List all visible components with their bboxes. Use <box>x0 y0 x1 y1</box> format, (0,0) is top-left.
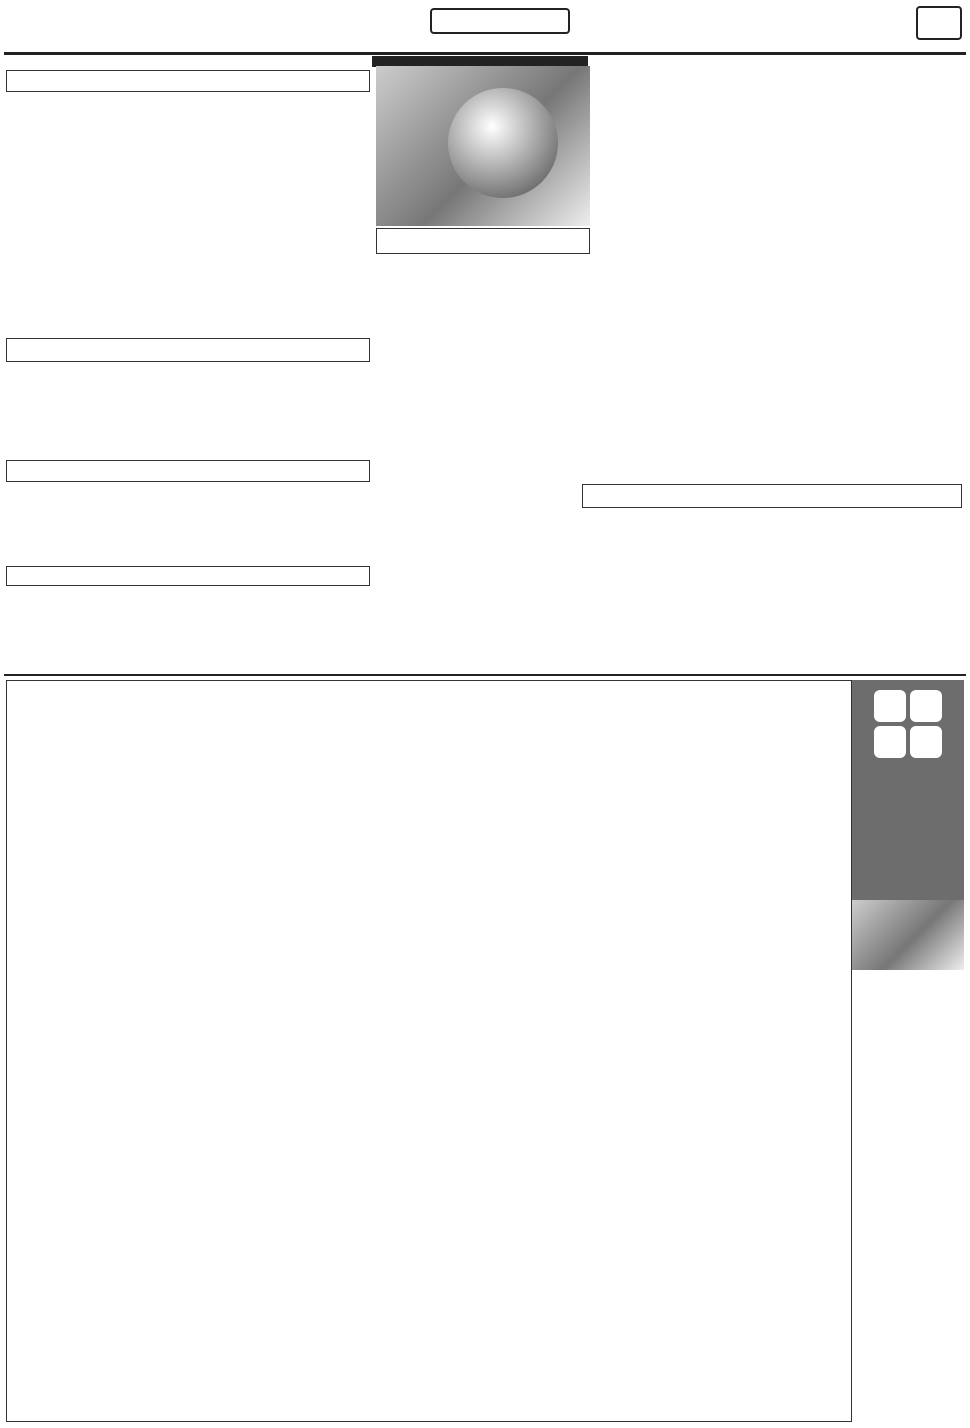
law-title <box>6 70 370 92</box>
section-rule <box>4 674 966 676</box>
header-rule <box>4 52 966 55</box>
law-col2 <box>128 96 246 316</box>
students-title <box>6 460 370 482</box>
iran-us-title <box>376 228 590 254</box>
gor-col1 <box>190 590 370 670</box>
badge-letter-1 <box>874 690 906 722</box>
page-number <box>916 6 962 40</box>
side-clue-list <box>852 974 964 1422</box>
corona-col2 <box>722 120 844 480</box>
corona-col1 <box>850 120 962 480</box>
kayhan-title <box>6 338 370 362</box>
badge-letter-3 <box>874 726 906 758</box>
law-col1 <box>250 96 370 316</box>
gor-title <box>6 566 370 586</box>
perfume-col2 <box>712 512 834 672</box>
crossword-grid <box>6 680 852 1422</box>
badge-letter-4 <box>910 726 942 758</box>
globe-icon <box>448 88 558 198</box>
globe-newspaper-photo <box>376 66 590 226</box>
header-urls[interactable] <box>578 24 908 40</box>
pen-photo <box>852 900 964 970</box>
corona-col3 <box>582 120 716 480</box>
perfume-col3 <box>582 512 706 672</box>
khabar-logo <box>4 2 114 52</box>
gor-col2 <box>6 590 186 670</box>
perfume-title <box>582 484 962 508</box>
crossword-badge-icon <box>874 690 944 760</box>
corona-title <box>582 72 962 118</box>
perfume-col1 <box>840 512 962 672</box>
kayhan-col1 <box>190 366 370 456</box>
section-title <box>430 8 570 34</box>
students-body <box>6 486 370 562</box>
kayhan-kicker <box>6 322 370 336</box>
law-col3 <box>6 96 124 316</box>
badge-letter-2 <box>910 690 942 722</box>
kayhan-col2 <box>6 366 186 456</box>
crossword-sidebox <box>852 680 964 900</box>
date-line <box>120 30 420 46</box>
